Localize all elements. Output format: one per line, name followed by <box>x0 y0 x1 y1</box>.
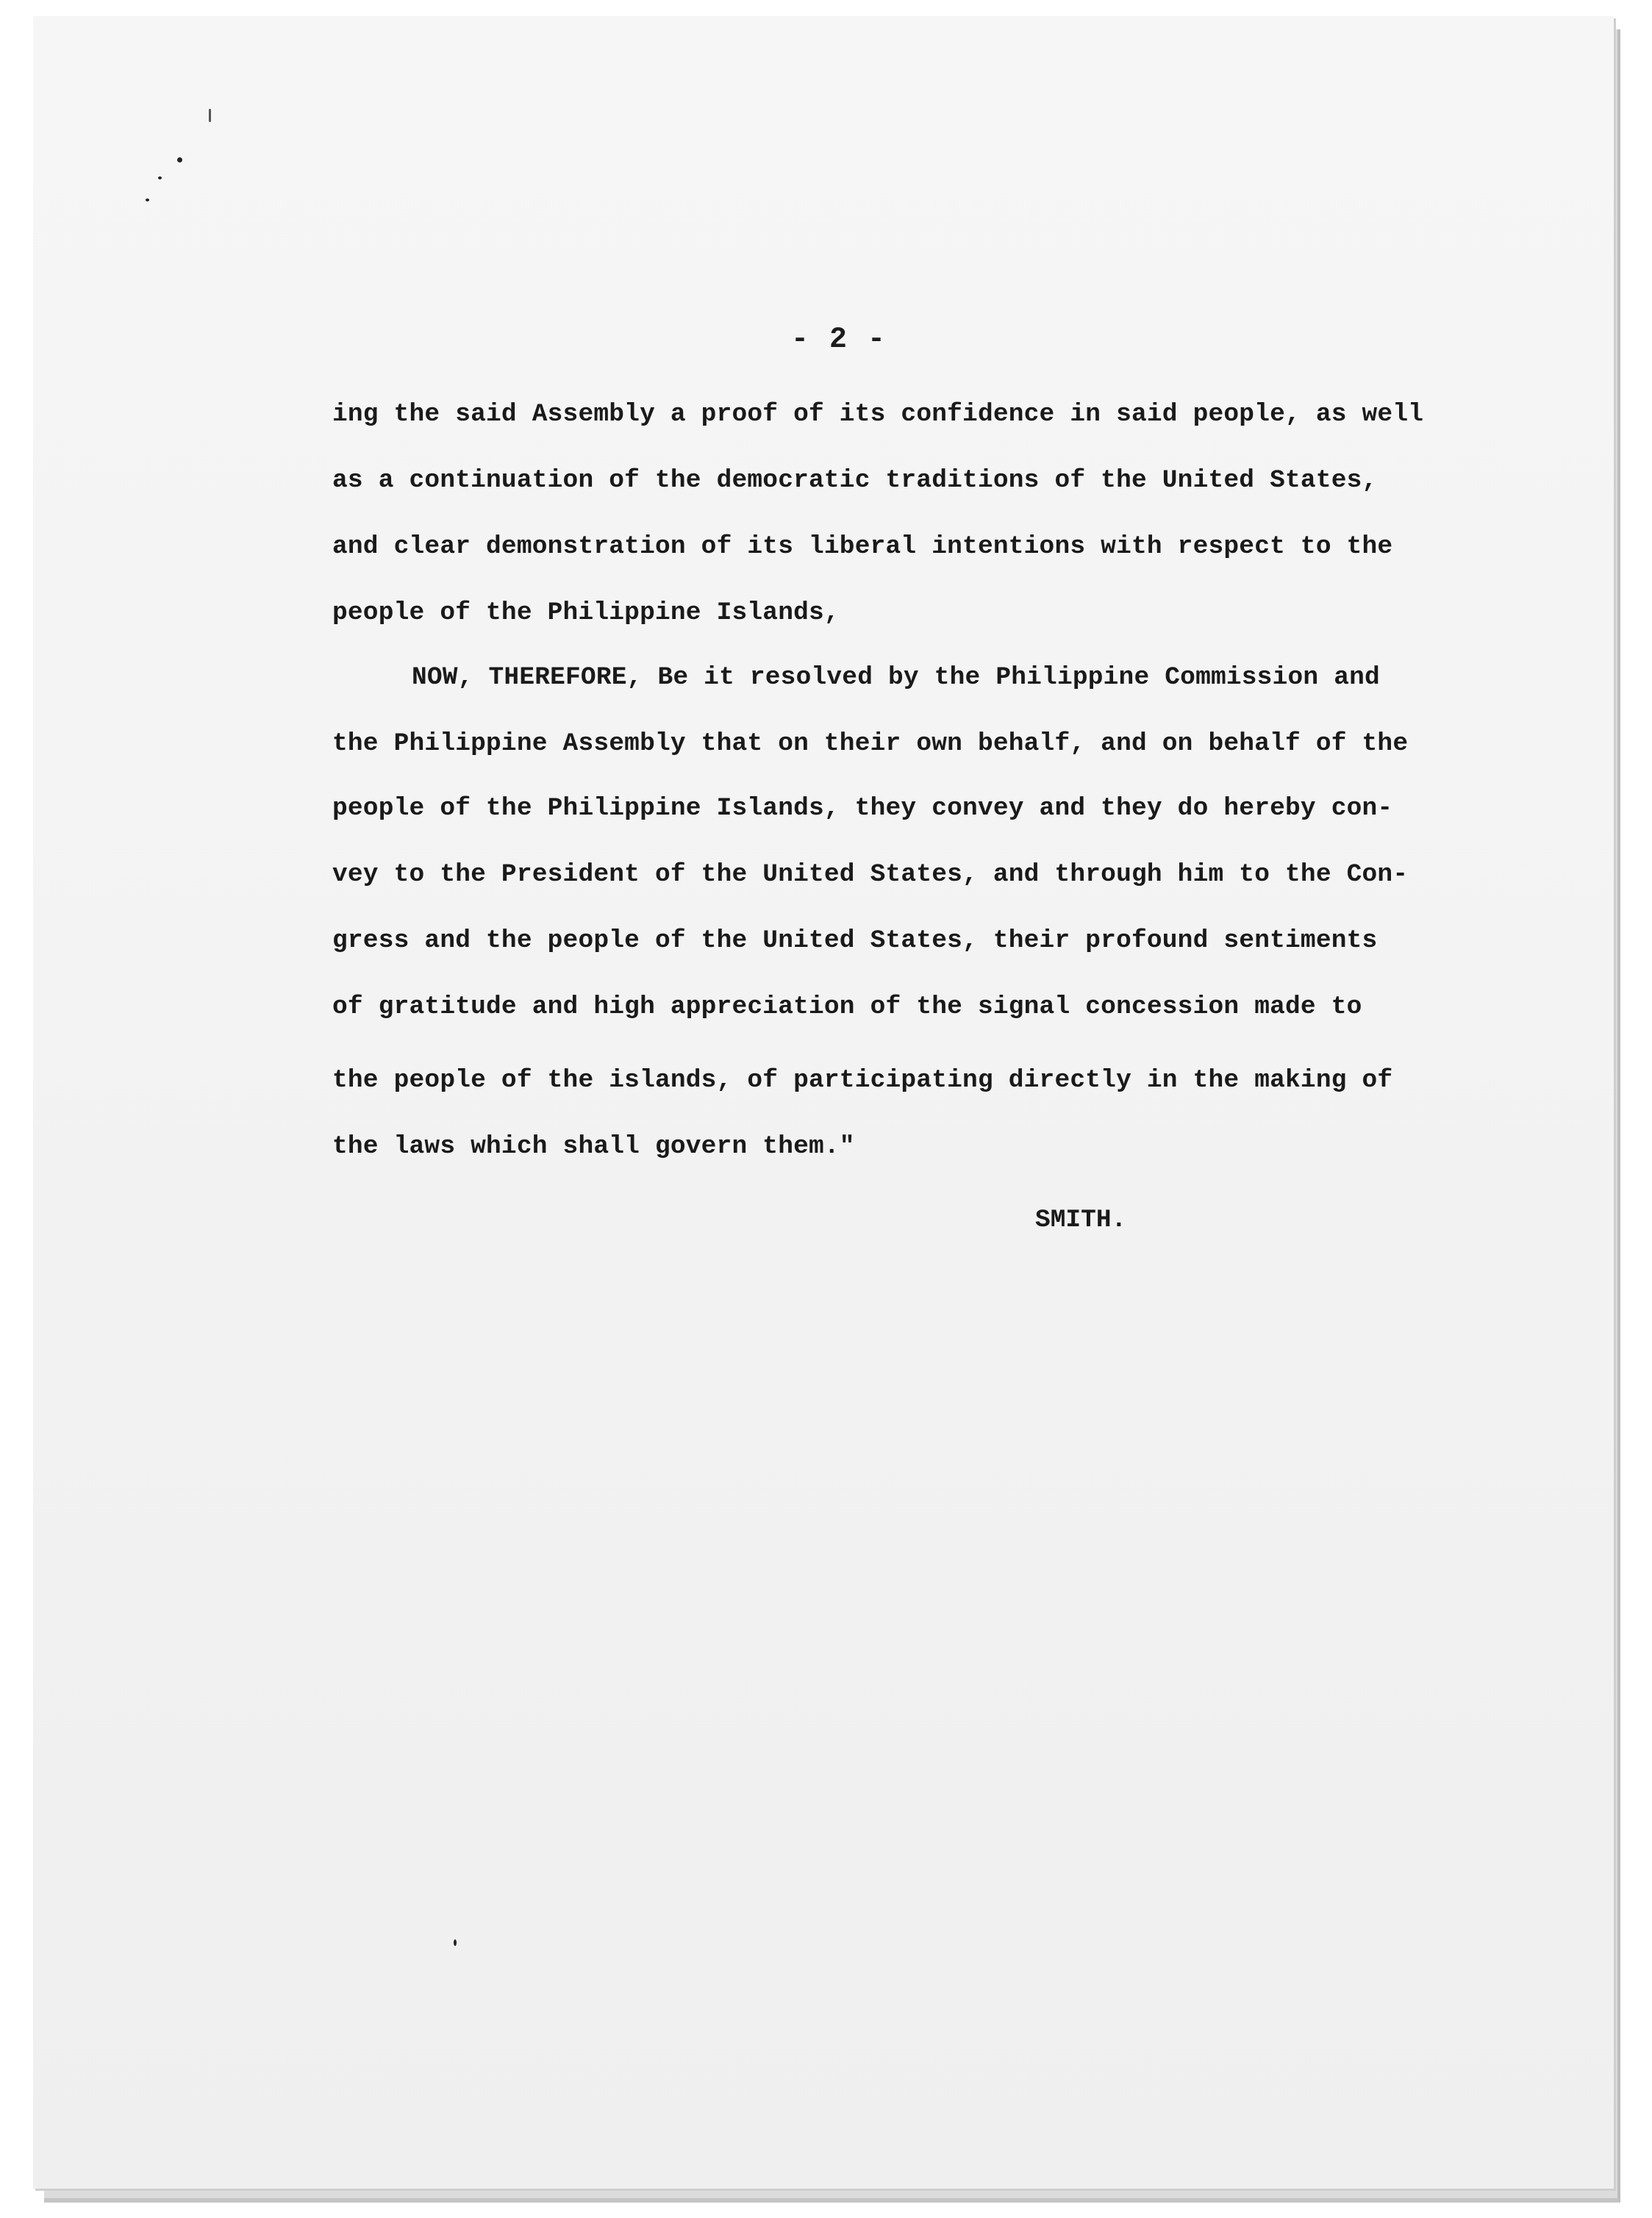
ink-speck <box>158 176 162 179</box>
body-line: of gratitude and high appreciation of the signal concession made to <box>332 992 1362 1021</box>
body-line: the Philippine Assembly that on their own behalf, and on behalf of the <box>332 729 1409 758</box>
ink-speck <box>454 1939 457 1946</box>
body-line: vey to the President of the United States, and through him to the Con- <box>332 860 1409 889</box>
ink-speck <box>209 109 211 122</box>
signature: SMITH. <box>1035 1206 1127 1234</box>
body-line: gress and the people of the United States, their profound sentiments <box>332 926 1378 955</box>
ink-speck <box>177 157 182 162</box>
body-line: as a continuation of the democratic traditions of the United States, <box>332 466 1378 495</box>
body-line: people of the Philippine Islands, they convey and they do hereby con- <box>332 794 1393 823</box>
body-line: people of the Philippine Islands, <box>332 598 840 627</box>
ink-speck <box>146 198 149 201</box>
body-line: the laws which shall govern them." <box>332 1132 855 1161</box>
body-line: ing the said Assembly a proof of its confidence in said people, as well <box>332 400 1424 429</box>
body-line: and clear demonstration of its liberal intentions with respect to the <box>332 532 1393 561</box>
body-line: the people of the islands, of participating directly in the making of <box>332 1066 1393 1095</box>
page-number: - 2 - <box>790 323 887 357</box>
resolution-opening-line: NOW, THEREFORE, Be it resolved by the Philippine Commission and <box>412 663 1380 692</box>
